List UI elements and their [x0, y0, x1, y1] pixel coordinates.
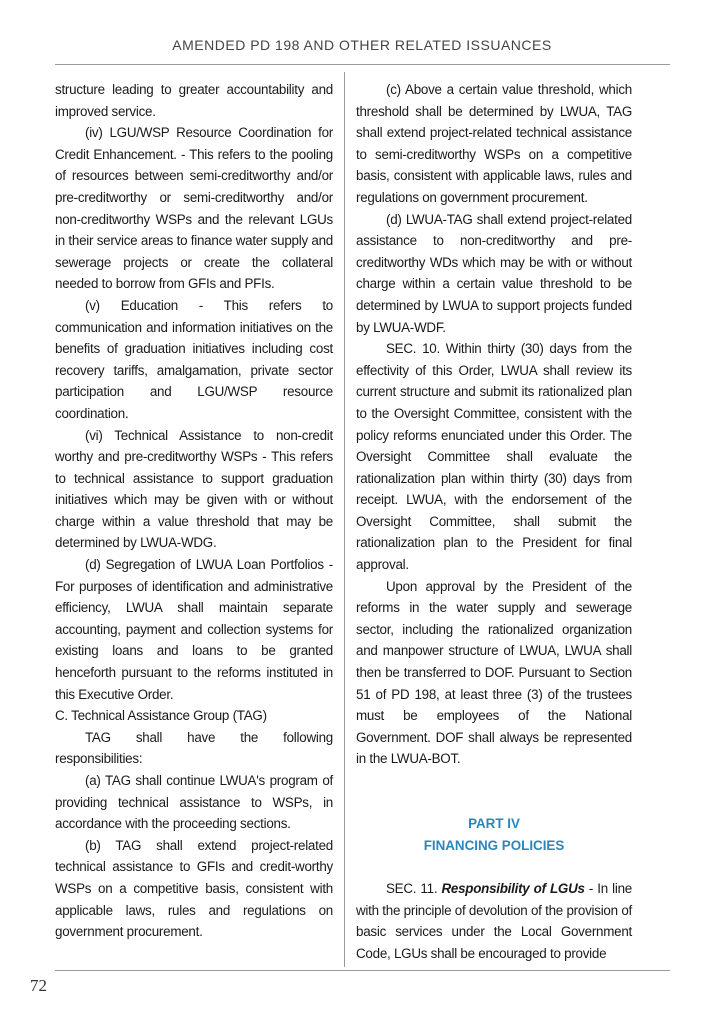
- sec11-paragraph: [356, 878, 632, 964]
- left-paragraph: (vi) Technical Assistance to non-credit worthy and pre-creditworthy WSPs - This refers to technical assistance to support graduation initiatives which may be given with or without charge within a value threshold that may be determined by LWUA-WDG.: [55, 427, 333, 551]
- left-paragraph: (iv) LGU/WSP Resource Coordination for Credit Enhancement. - This refers to the pooling of resources between semi-creditworthy and/or pre-creditworthy or semi-creditworthy and/or non-creditworthy WSPs and the relevant LGUs in their service areas to finance water supply and sewerage projects or create the collateral needed to borrow from GFIs and PFIs.: [55, 125, 333, 292]
- right-paragraph: (d) LWUA-TAG shall extend project-related assistance to non-creditworthy and pre-creditworthy WDs which may be with or without charge within a certain value threshold to be determined by LWUA to support projects funded by LWUA-WDF.: [356, 211, 632, 335]
- left-paragraph: structure leading to greater accountability and improved service.: [55, 82, 333, 119]
- spacer: [356, 770, 632, 792]
- right-paragraph: (c) Above a certain value threshold, which threshold shall be determined by LWUA, TAG shall extend project-related technical assistance to semi-creditworthy WSPs on a competitive basis, consistent with applicable laws, rules and regulations on government procurement.: [356, 82, 632, 205]
- right-column: [356, 79, 632, 964]
- left-paragraph: (v) Education - This refers to communication and information initiatives on the benefits of graduation initiatives including cost recovery tariffs, amalgamation, private sector participation and LGU/WSP resource coordination.: [55, 297, 333, 421]
- part-title-heading: FINANCING POLICIES: [423, 837, 565, 853]
- right-paragraph: SEC. 10. Within thirty (30) days from the effectivity of this Order, LWUA shall review its current structure and submit its rationalized plan to the Oversight Committee, consistent with the policy reforms enunciated under this Order. The Oversight Committee shall evaluate the rationalization plan within thirty (30) days from receipt. LWUA, with the endorsement of the Oversight Committee, shall submit the rationalization plan to the President for final approval.: [356, 341, 632, 573]
- page-header: AMENDED PD 198 AND OTHER RELATED ISSUANCES: [172, 37, 552, 53]
- footer-rule: [55, 970, 670, 971]
- left-paragraph: (b) TAG shall extend project-related technical assistance to GFIs and credit-worthy WSPs on a competitive basis, consistent with applicable laws, rules and regulations on government procurement.: [55, 837, 333, 940]
- sec11-body: - In line with the principle of devolution of the provision of basic services under the Local Government Code, LGUs shall be encouraged to provide: [356, 880, 632, 961]
- right-paragraph: Upon approval by the President of the reforms in the water supply and sewerage sector, including the rationalized organization and manpower structure of LWUA, LWUA shall then be transferred to DOF. Pursuant to Section 51 of PD 198, at least three (3) of the trustees must be employees of the National Government. DOF shall always be represented in the LWUA-BOT.: [356, 578, 632, 767]
- left-paragraph: TAG shall have the following responsibilities:: [55, 729, 333, 767]
- left-paragraph: C. Technical Assistance Group (TAG): [55, 708, 267, 724]
- column-divider: [344, 72, 345, 967]
- page-number: 72: [30, 976, 47, 995]
- header-rule: [55, 64, 670, 65]
- part-number-heading: PART IV: [468, 816, 520, 832]
- left-paragraph: (d) Segregation of LWUA Loan Portfolios - For purposes of identification and administrative efficiency, LWUA shall maintain separate accounting, payment and collection systems for existing loans and loans to be granted henceforth pursuant to the reforms instituted in this Executive Order.: [55, 557, 333, 702]
- left-paragraph: (a) TAG shall continue LWUA's program of providing technical assistance to WSPs, in accordance with the proceeding sections.: [55, 773, 333, 832]
- left-column: [55, 79, 333, 943]
- spacer: [356, 856, 632, 878]
- spacer: [356, 792, 632, 814]
- sec11-title: Responsibility of LGUs: [441, 880, 585, 896]
- sec11-prefix: SEC. 11.: [386, 880, 442, 896]
